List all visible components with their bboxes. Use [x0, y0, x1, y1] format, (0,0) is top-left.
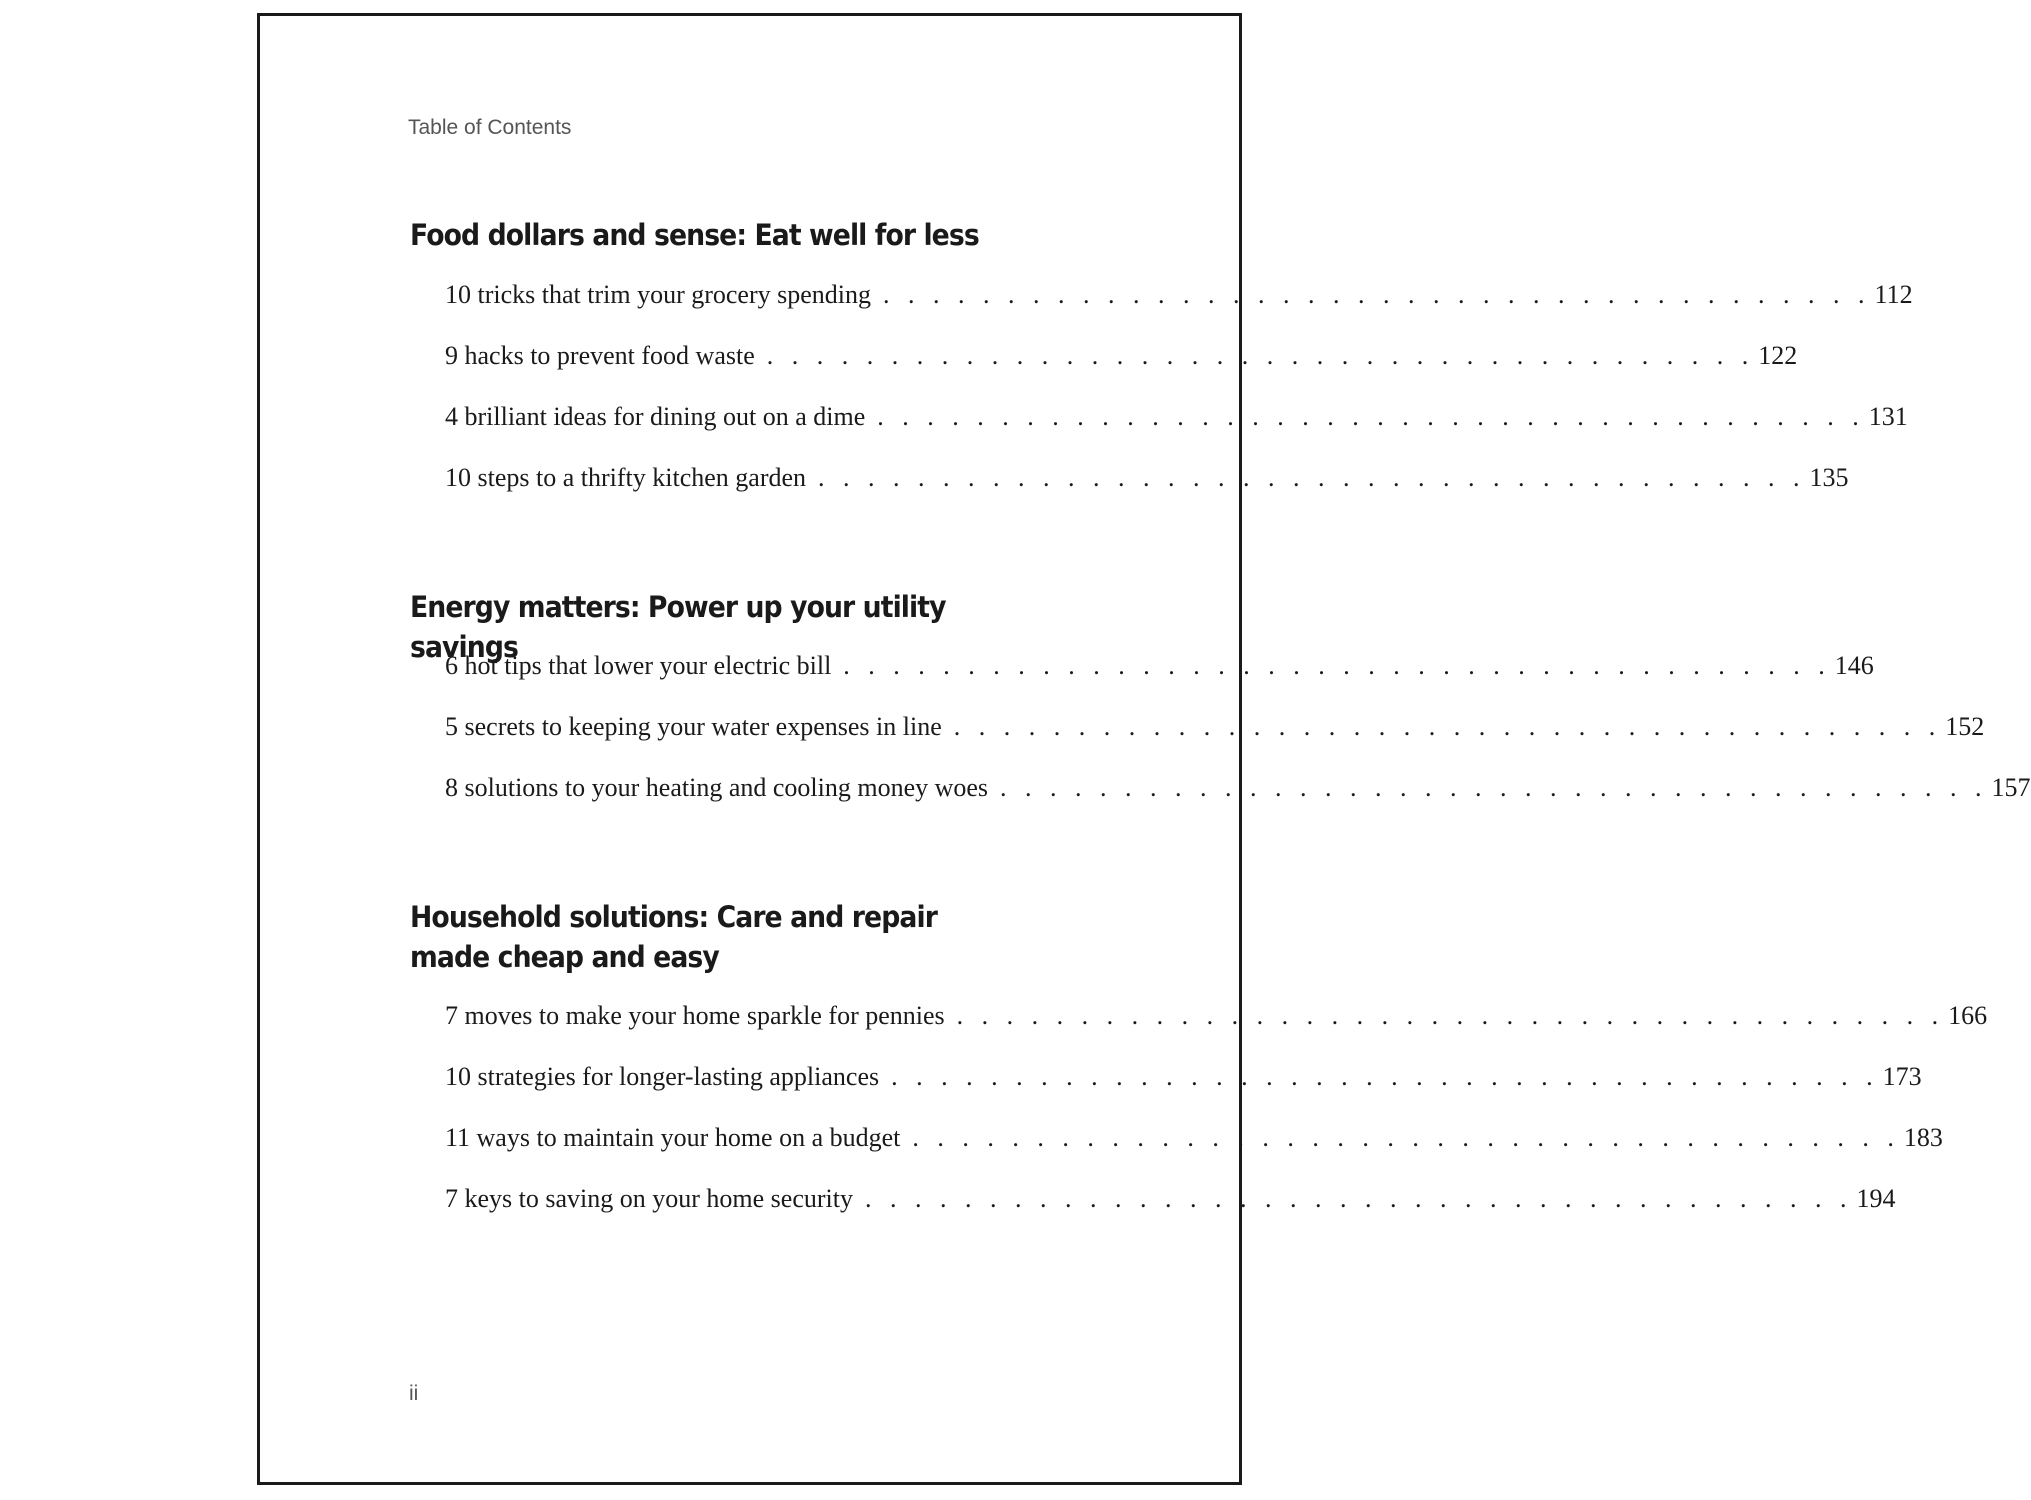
- entry-title: 10 steps to a thrifty kitchen garden: [445, 463, 807, 492]
- running-head: Table of Contents: [408, 116, 572, 139]
- page-number: 157: [1991, 773, 2031, 802]
- entry-title: 8 solutions to your heating and cooling money woes: [445, 773, 989, 802]
- dot-leader: . . . . . . . . . . . . . . . . . . . . . . . . . . . . . . . . . . . . . . . .: [843, 651, 1831, 680]
- dot-leader: . . . . . . . . . . . . . . . . . . . . . . . . . . . . . . . . . . . . . . . .: [891, 1062, 1879, 1091]
- toc-entry[interactable]: [445, 1001, 1988, 1033]
- page-number: 166: [1948, 1001, 1988, 1030]
- page-number: 173: [1882, 1062, 1922, 1091]
- entry-title: 7 keys to saving on your home security: [445, 1184, 853, 1213]
- dot-leader: . . . . . . . . . . . . . . . . . . . . . . . . . . . . . . . . . . . . . . . .: [818, 463, 1806, 492]
- toc-entry[interactable]: [445, 1123, 1943, 1155]
- toc-entry[interactable]: [445, 651, 1874, 683]
- page-number: 112: [1874, 280, 1913, 309]
- page-number: 146: [1834, 651, 1874, 680]
- dot-leader: . . . . . . . . . . . . . . . . . . . . . . . . . . . . . . . . . . . . . . . .: [865, 1184, 1853, 1213]
- toc-entry[interactable]: [445, 1184, 1896, 1216]
- page-number: 135: [1809, 463, 1849, 492]
- entry-title: 11 ways to maintain your home on a budget: [445, 1123, 901, 1152]
- toc-entry[interactable]: [445, 280, 1913, 312]
- dot-leader: . . . . . . . . . . . . . . . . . . . . . . . . . . . . . . . . . . . . . . . .: [953, 712, 1942, 741]
- page-folio: ii: [409, 1382, 419, 1405]
- dot-leader: . . . . . . . . . . . . . . . . . . . . . . . . . . . . . . . . . . . . . . . .: [766, 341, 1755, 370]
- entry-title: 5 secrets to keeping your water expenses in line: [445, 712, 942, 741]
- page-number: 131: [1868, 402, 1908, 431]
- page-number: 152: [1945, 712, 1985, 741]
- page-number: 183: [1903, 1123, 1943, 1152]
- dot-leader: . . . . . . . . . . . . . . . . . . . . . . . . . . . . . . . . . . . . . . . .: [912, 1123, 1900, 1152]
- entry-title: 4 brilliant ideas for dining out on a dime: [445, 402, 866, 431]
- page-number: 122: [1758, 341, 1798, 370]
- toc-entry[interactable]: [445, 773, 2031, 805]
- section-title: Food dollars and sense: Eat well for less: [410, 218, 979, 252]
- section-title: Energy matters: Power up your utility savings: [410, 590, 946, 664]
- dot-leader: . . . . . . . . . . . . . . . . . . . . . . . . . . . . . . . . . . . . . . . .: [1000, 773, 1988, 802]
- section-title: Household solutions: Care and repair made cheap and easy: [410, 900, 937, 974]
- dot-leader: . . . . . . . . . . . . . . . . . . . . . . . . . . . . . . . . . . . . . . . .: [883, 280, 1871, 309]
- dot-leader: . . . . . . . . . . . . . . . . . . . . . . . . . . . . . . . . . . . . . . . .: [956, 1001, 1945, 1030]
- entry-title: 7 moves to make your home sparkle for pennies: [445, 1001, 945, 1030]
- toc-entry[interactable]: [445, 712, 1985, 744]
- toc-entry[interactable]: [445, 463, 1849, 495]
- dot-leader: . . . . . . . . . . . . . . . . . . . . . . . . . . . . . . . . . . . . . . . .: [877, 402, 1865, 431]
- page-number: 194: [1856, 1184, 1896, 1213]
- entry-title: 9 hacks to prevent food waste: [445, 341, 755, 370]
- toc-entry[interactable]: [445, 402, 1908, 434]
- entry-title: 10 tricks that trim your grocery spending: [445, 280, 872, 309]
- entry-title: 10 strategies for longer-lasting appliances: [445, 1062, 880, 1091]
- toc-entry[interactable]: [445, 1062, 1922, 1094]
- entry-title: 6 hot tips that lower your electric bill: [445, 651, 832, 680]
- toc-entry[interactable]: [445, 341, 1798, 373]
